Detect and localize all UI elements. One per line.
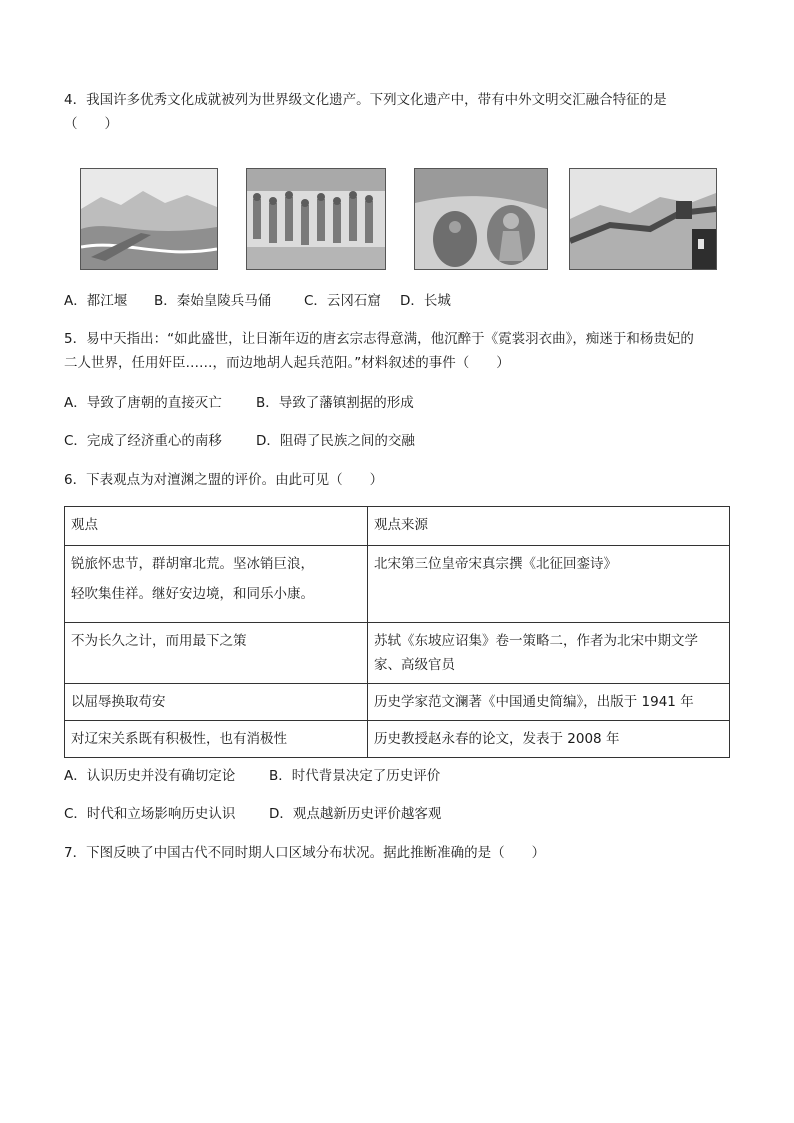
q6-option-d[interactable]: D．观点越新历史评价越客观 (269, 806, 442, 822)
q4-option-a[interactable]: A．都江堰 (64, 293, 128, 309)
q4-option-d[interactable]: D．长城 (400, 293, 451, 309)
q6-options-row2 (64, 804, 441, 824)
q4-photo-row (64, 160, 730, 272)
great-wall-photo (569, 168, 717, 270)
q6-options-row1 (64, 766, 440, 786)
q6-option-b[interactable]: B．时代背景决定了历史评价 (269, 768, 441, 784)
q5-option-b[interactable]: B．导致了藩镇割据的形成 (256, 395, 414, 411)
yungang-grottoes-photo (414, 168, 548, 270)
q4-paren: （ ） (64, 116, 118, 132)
table-header-source: 观点来源 (368, 507, 730, 546)
q6-option-c[interactable]: C．时代和立场影响历史认识 (64, 806, 236, 822)
q4-option-b[interactable]: B．秦始皇陵兵马俑 (154, 293, 272, 309)
q4-stem: 4．我国许多优秀文化成就被列为世界级文化遗产。下列文化遗产中，带有中外文明交汇融合特征的是 (64, 92, 667, 108)
source-cell: 苏轼《东坡应诏集》卷一策略二，作者为北宋中期文学 家、高级官员 (368, 623, 730, 684)
q5-options-row2 (64, 431, 415, 451)
q5-option-a[interactable]: A．导致了唐朝的直接灭亡 (64, 395, 222, 411)
view-cell: 对辽宋关系既有积极性，也有消极性 (65, 721, 368, 758)
table-row (65, 546, 730, 623)
view-cell: 不为长久之计，而用最下之策 (65, 623, 368, 684)
view-cell: 以屈辱换取苟安 (65, 684, 368, 721)
table-row (65, 623, 730, 684)
q6-option-a[interactable]: A．认识历史并没有确切定论 (64, 768, 236, 784)
table-header-view: 观点 (65, 507, 368, 546)
source-cell: 历史学家范文澜著《中国通史简编》，出版于 1941 年 (368, 684, 730, 721)
table-header-row (65, 507, 730, 546)
view-cell: 锐旅怀忠节，群胡窜北荒。坚冰销巨浪， 轻吹集佳祥。继好安边境，和同乐小康。 (65, 546, 368, 623)
q5-options-row1 (64, 393, 414, 413)
evaluation-table (64, 506, 730, 758)
terracotta-warriors-photo (246, 168, 386, 270)
table-row (65, 721, 730, 758)
q7-stem: 7．下图反映了中国古代不同时期人口区域分布状况。据此推断准确的是（ ） (64, 845, 546, 861)
q4-option-c[interactable]: C．云冈石窟 (304, 293, 381, 309)
q5-stem-line1: 5．易中天指出：“如此盛世，让日渐年迈的唐玄宗志得意满，他沉醉于《霓裳羽衣曲》，痴迷于和杨贵妃的 (64, 331, 694, 347)
q4-options (64, 291, 451, 311)
source-cell: 历史教授赵永春的论文，发表于 2008 年 (368, 721, 730, 758)
q5-stem-line2: 二人世界，任用奸臣……，而边地胡人起兵范阳。”材料叙述的事件（ ） (64, 355, 510, 371)
source-cell: 北宋第三位皇帝宋真宗撰《北征回銮诗》 (368, 546, 730, 623)
q5-option-c[interactable]: C．完成了经济重心的南移 (64, 433, 222, 449)
q5-option-d[interactable]: D．阻碍了民族之间的交融 (256, 433, 415, 449)
table-row (65, 684, 730, 721)
q6-stem: 6．下表观点为对澶渊之盟的评价。由此可见（ ） (64, 472, 384, 488)
dujiangyan-photo (80, 168, 218, 270)
